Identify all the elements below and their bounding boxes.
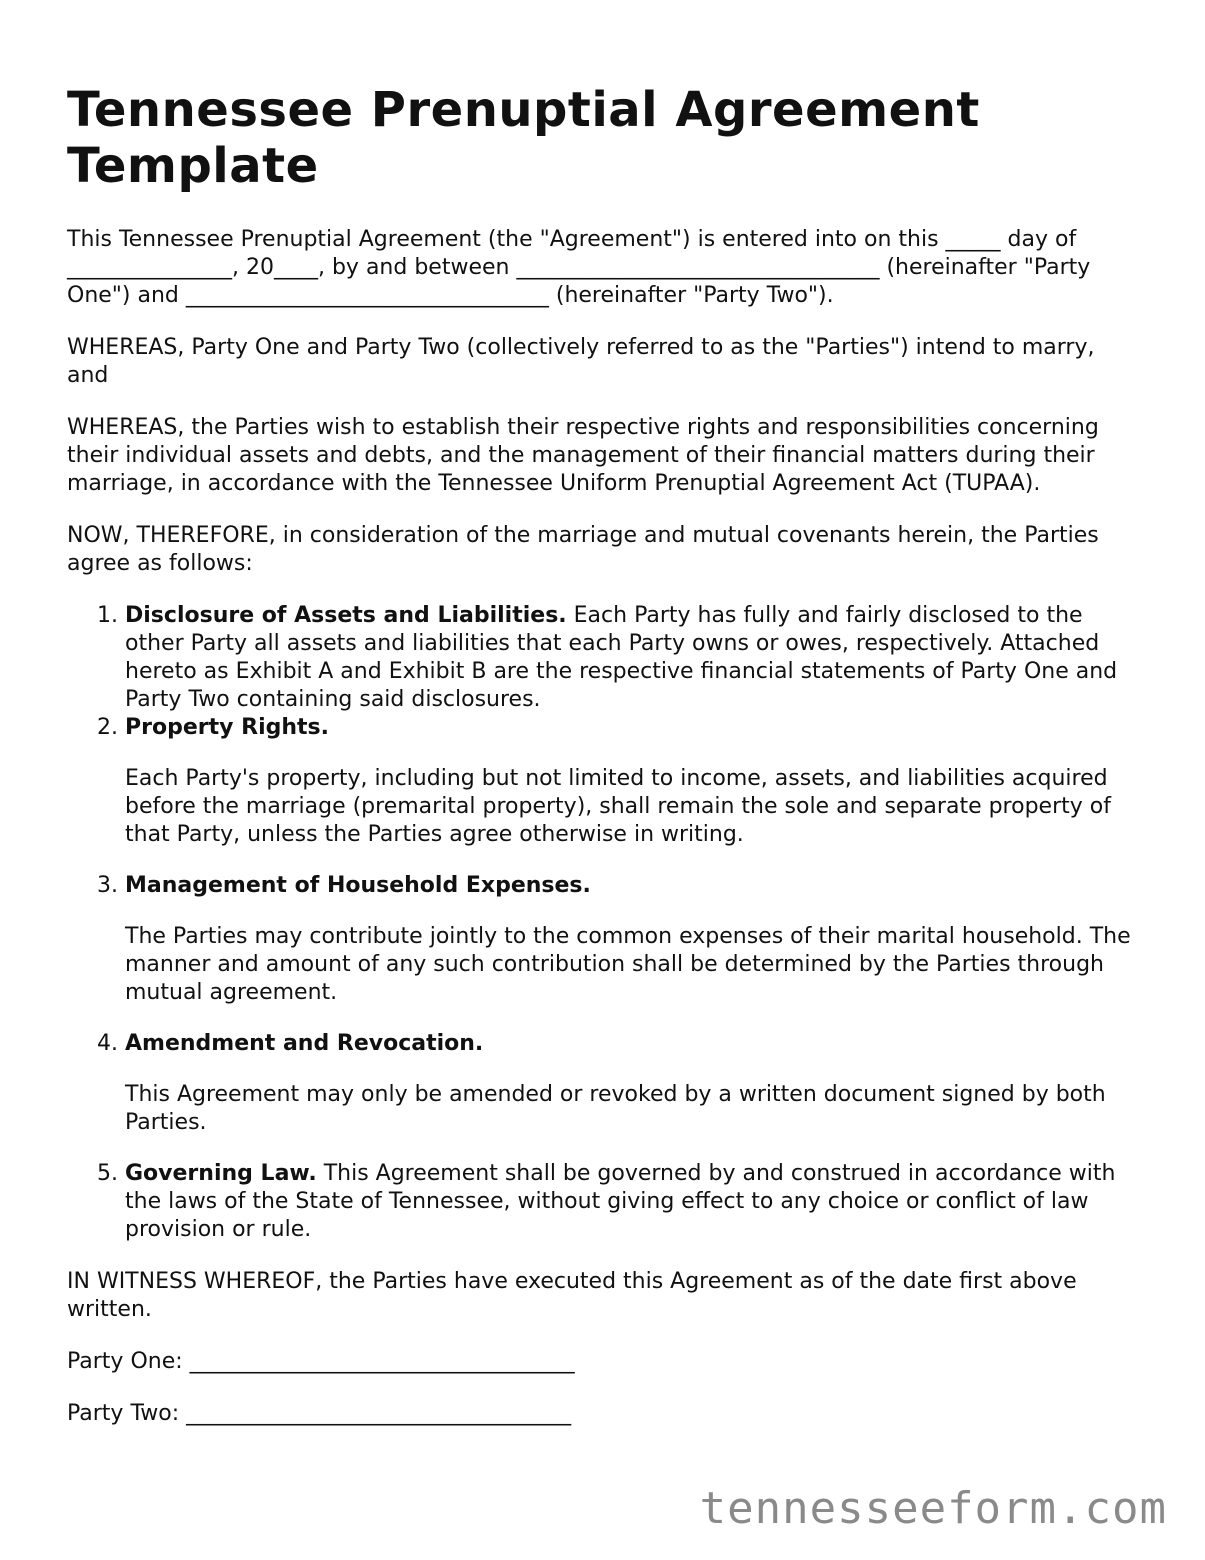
clause-heading: Governing Law. — [125, 1161, 317, 1186]
clause-heading: Disclosure of Assets and Liabilities. — [125, 603, 567, 628]
clauses-list — [67, 602, 1142, 1244]
clause-2 — [125, 714, 1142, 849]
clause-3 — [125, 872, 1142, 1007]
clause-text: This Agreement shall be governed by and construed in accordance with the laws of the State of Tennessee, without giving effect to any choice or conflict of law provision or rule. — [125, 1161, 1116, 1242]
now-therefore-paragraph: NOW, THEREFORE, in consideration of the marriage and mutual covenants herein, the Parties agree as follows: — [67, 523, 1099, 576]
clause-1 — [125, 602, 1142, 714]
clause-text: This Agreement may only be amended or revoked by a written document signed by both Parties. — [125, 1082, 1106, 1135]
intro-paragraph: This Tennessee Prenuptial Agreement (the "Agreement") is entered into on this _____ day of _______________, 20____, by and between _________________________________ (hereinafter "Party One") and _________________________________ (hereinafter "Party Two"). — [67, 227, 1091, 308]
clause-5 — [125, 1160, 1142, 1244]
signature-line-party-two: Party Two: ___________________________________ — [67, 1401, 572, 1426]
clause-text: The Parties may contribute jointly to the common expenses of their marital household. The manner and amount of any such contribution shall be determined by the Parties through mutual agreement. — [125, 924, 1131, 1005]
clause-heading: Management of Household Expenses. — [125, 873, 591, 898]
whereas-paragraph-2: WHEREAS, the Parties wish to establish their respective rights and responsibilities concerning their individual assets and debts, and the management of their financial matters during their marriage, in accordance with the Tennessee Uniform Prenuptial Agreement Act (TUPAA). — [67, 415, 1099, 496]
document-title: Tennessee Prenuptial Agreement Template — [67, 82, 980, 194]
whereas-paragraph-1: WHEREAS, Party One and Party Two (collectively referred to as the "Parties") intend to marry, and — [67, 335, 1095, 388]
clause-text: Each Party has fully and fairly disclosed to the other Party all assets and liabilities that each Party owns or owes, respectively. Attached hereto as Exhibit A and Exhibit B are the respective financial statements of Party One and Party Two containing said disclosures. — [125, 603, 1118, 712]
clause-heading: Property Rights. — [125, 715, 329, 740]
document-page — [67, 82, 1142, 1452]
clause-4 — [125, 1030, 1142, 1137]
site-watermark: tennesseeform.com — [699, 1483, 1167, 1534]
signature-line-party-one: Party One: ___________________________________ — [67, 1349, 575, 1374]
witness-paragraph: IN WITNESS WHEREOF, the Parties have executed this Agreement as of the date first above written. — [67, 1269, 1077, 1322]
clause-heading: Amendment and Revocation. — [125, 1031, 484, 1056]
clause-text: Each Party's property, including but not limited to income, assets, and liabilities acquired before the marriage (premarital property), shall remain the sole and separate property of that Party, unless the Parties agree otherwise in writing. — [125, 766, 1111, 847]
